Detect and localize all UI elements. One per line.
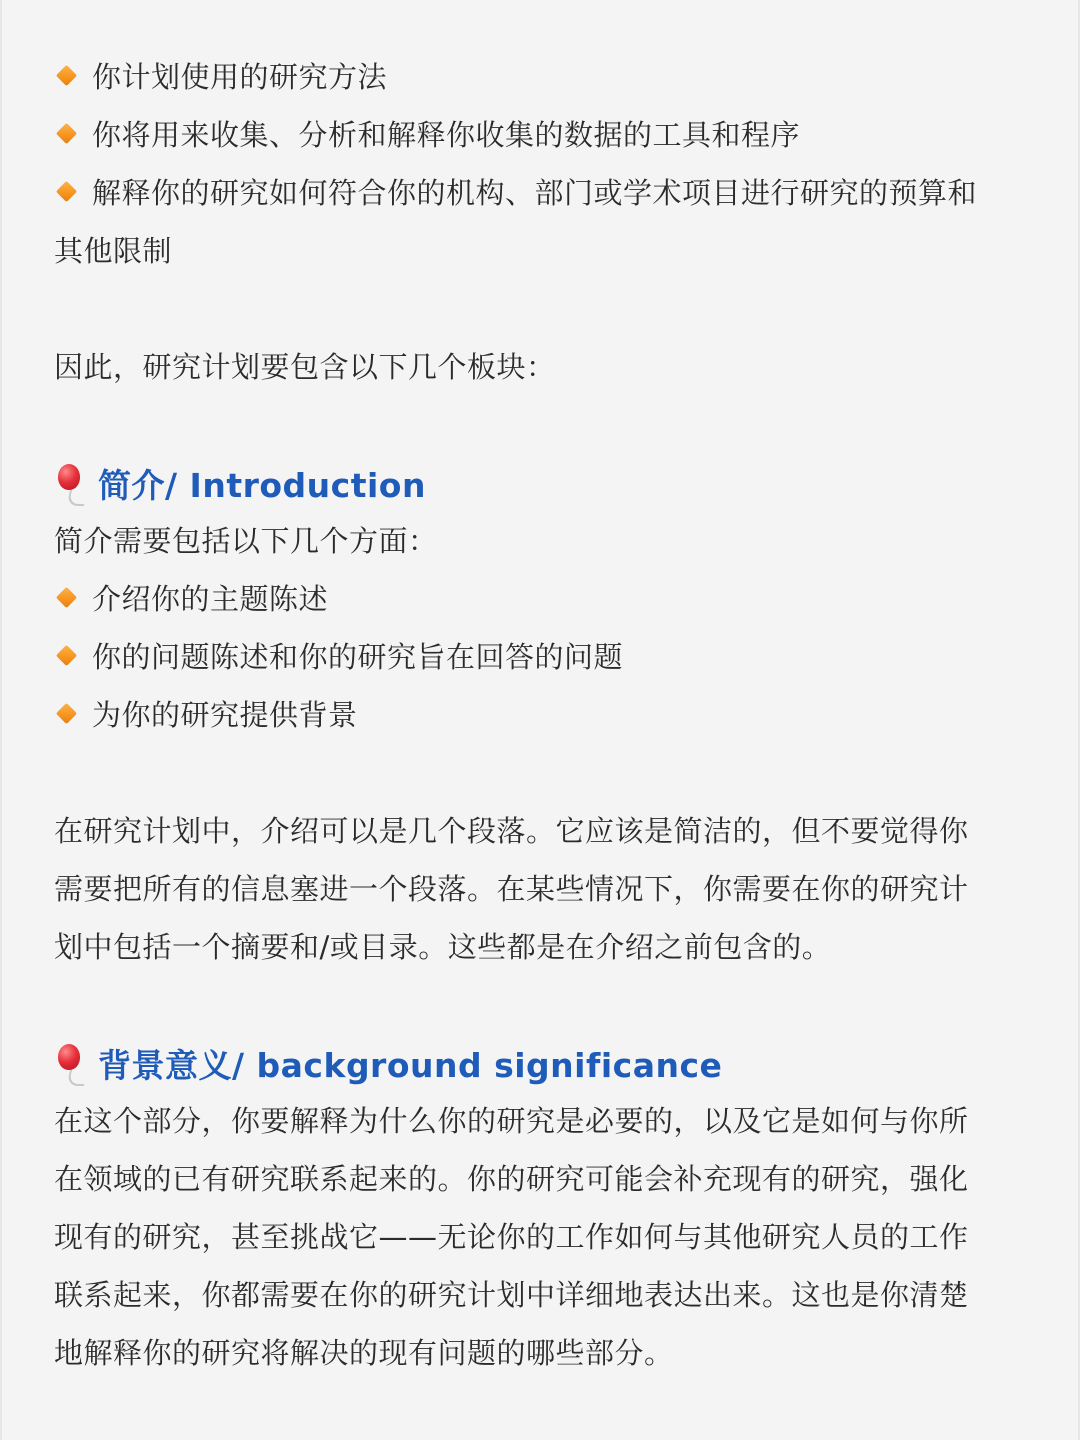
bullet-item (54, 570, 1029, 628)
bullet-continuation: 其他限制 (54, 234, 173, 268)
bullet-item (54, 48, 1029, 106)
paragraph-line: 地解释你的研究将解决的现有问题的哪些部分。 (54, 1336, 674, 1370)
balloon-icon (54, 458, 98, 508)
spacer (54, 280, 1029, 338)
section-heading-background (54, 1034, 1029, 1092)
intro-sentence: 因此，研究计划要包含以下几个板块： (54, 350, 556, 384)
bullet-text: 为你的研究提供背景 (92, 698, 358, 732)
paragraph-line: 联系起来，你都需要在你的研究计划中详细地表达出来。这也是你清楚 (54, 1278, 969, 1312)
balloon-body (58, 464, 80, 490)
balloon-string (66, 490, 88, 506)
orange-diamond-icon (54, 48, 92, 106)
spacer (54, 976, 1029, 1034)
paragraph-line: 在研究计划中，介绍可以是几个段落。它应该是简洁的，但不要觉得你 (54, 814, 969, 848)
bullet-text: 介绍你的主题陈述 (92, 582, 329, 616)
orange-diamond-icon (54, 628, 92, 686)
bullet-item (54, 686, 1029, 744)
orange-diamond-icon (54, 570, 92, 628)
section-title: 简介/ Introduction (98, 465, 426, 505)
balloon-string (66, 1070, 88, 1086)
section-heading-introduction (54, 454, 1029, 512)
orange-diamond-icon (54, 686, 92, 744)
bullet-text: 解释你的研究如何符合你的机构、部门或学术项目进行研究的预算和 (92, 176, 978, 210)
orange-diamond-icon (54, 164, 92, 222)
balloon-icon (54, 1038, 98, 1088)
bullet-item (54, 628, 1029, 686)
spacer (54, 396, 1029, 454)
paragraph-line: 在领域的已有研究联系起来的。你的研究可能会补充现有的研究，强化 (54, 1162, 969, 1196)
bullet-text: 你的问题陈述和你的研究旨在回答的问题 (92, 640, 624, 674)
balloon-body (58, 1044, 80, 1070)
bullet-text: 你将用来收集、分析和解释你收集的数据的工具和程序 (92, 118, 801, 152)
section-paragraph (54, 802, 1029, 976)
paragraph-line: 划中包括一个摘要和/或目录。这些都是在介绍之前包含的。 (54, 930, 832, 964)
section-title: 背景意义/ background significance (98, 1045, 723, 1085)
orange-diamond-icon (54, 106, 92, 164)
spacer (54, 744, 1029, 802)
paragraph-line: 需要把所有的信息塞进一个段落。在某些情况下，你需要在你的研究计 (54, 872, 969, 906)
bullet-text: 你计划使用的研究方法 (92, 60, 388, 94)
article-content (54, 48, 1029, 1382)
paragraph-line: 现有的研究，甚至挑战它——无论你的工作如何与其他研究人员的工作 (54, 1220, 969, 1254)
section-paragraph (54, 1092, 1029, 1382)
bullet-item (54, 106, 1029, 164)
paragraph-line: 在这个部分，你要解释为什么你的研究是必要的，以及它是如何与你所 (54, 1104, 969, 1138)
section-lead: 简介需要包括以下几个方面： (54, 524, 438, 558)
bullet-item (54, 164, 1029, 222)
